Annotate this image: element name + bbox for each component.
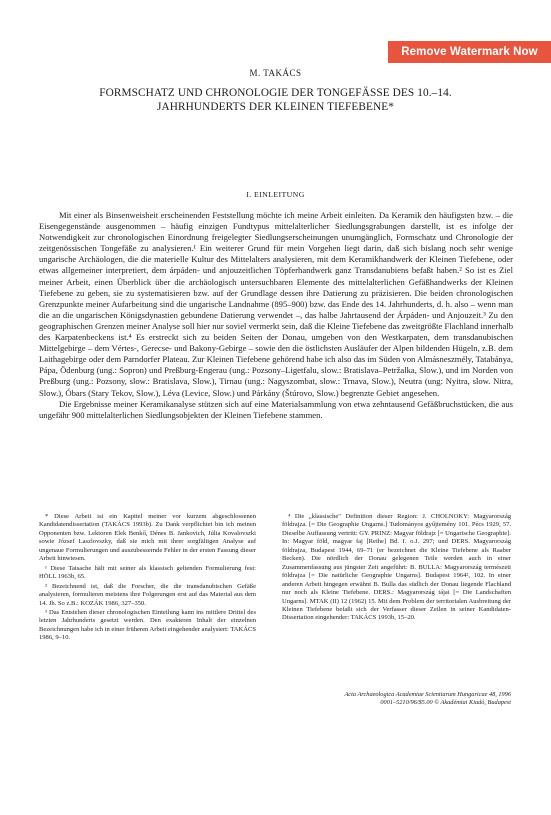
footnotes-right-column [282,513,511,624]
journal-issn-line: 0001–5210/96/$5.00 © Akadémiai Kiadó, Budapest [380,698,511,706]
remove-watermark-button[interactable]: Remove Watermark Now [388,41,551,63]
footnote: ² Bezeichnend ist, daß die Forscher, die die transdanubischen Gefäße analysieren, formulieren meistens ihre Folgerungen erst auf das Material aus dem 14. Jh. So z.B.: KOZÁK 1986, 327–350. [39,582,256,607]
footnote: ⁴ Die „klassische" Definition dieser Region: J. CHOLNOKY: Magyarország földrajza. [= Die Geographie Ungarns.] Tudományos gyűjtemény 101. Pécs 1929, 57. Dieselbe Auffassung vertritt: GY. PRINZ: Magyar földrajz [= Ungarische Geographie]. In: Magyar föld, magyar faj [Reihe] Bd. I. o.J. 297; und DERS. Magyarország földrajza, Budapest 1944, 69–71 (er bezeichnet die Kleine Tiefebene als Raaber Becken). Die nördlich der Donau gelegenen Teile werden auch in einer Zusammenfassung aus jüngster Zeit angeführt: B. BULLA: Magyarország természeti földrajza [= Die natürliche Geographie Ungarns]. Budapest 1964², 102. In einer anderen Arbeit hingegen erwähnt B. Bulla das südlich der Donau liegende Flachland nur noch als Kleine Tiefebene. DERS.: Magyarország tájai [= Die Landschaften Ungarns]. MTAK (II) 12 (1962) 15. Mit dem Problem der territorialen Ausbreitung der Kleinen Tiefebene befaßt sich der Verfasser dieser Zeilen in seiner Kandidaten-Dissertation eingehender: TAKÁCS 1993b, 15–20. [282,513,511,622]
journal-citation [251,691,511,707]
footnotes-left-column [39,513,256,644]
journal-title-line: Acta Archaeologica Academiae Scientiarum Hungaricae 48, 1996 [344,691,511,698]
article-title: FORMSCHATZ UND CHRONOLOGIE DER TONGEFÄSSE DES 10.–14. JAHRHUNDERTS DER KLEINEN TIEFEBENE* [99,87,452,113]
paragraph: Mit einer als Binsenweisheit erscheinenden Feststellung möchte ich meine Arbeit einleiten. Da Keramik den häufigsten bzw. – die Eisengegenstände ausgenommen – häufig einzigen Fundtypus mittelalterlicher Siedlungsgrabungen darstellt, ist es infolge der Notwendigkeit zur chronologischen Einordnung freigelegter Siedlungserscheinungen unumgänglich, Formschatz und Chronologie der zeitgenössischen Tongefäße zu analysieren.¹ Ein weiterer Grund für mein Vorgehen liegt darin, daß sich bislang noch sehr wenige ungarische Archäologen, die die materielle Kultur des Mittelalters analysieren, mit dem Keramikhandwerk der Kleinen Tiefebene, oder etwas allgemeiner interpretiert, dem árpáden- und anjouzeitlichen Töpferhandwerk ganz Transdanubiens befaßt haben.² So ist es Ziel meiner Arbeit, einen Überblick über die archäologisch untersuchbaren Elemente des mittelalterlichen Gefäßhandwerks der Kleinen Tiefebene zu geben, sie zu systematisieren bzw. auf der Grundlage dessen ihre Datierung zu präzisieren. Die beiden chronologischen Grenzpunkte meiner Aufarbeitung sind die ungarische Landnahme (895–900) bzw. das Ende des 14. Jahrhunderts, d. h. also – wenn man die an die ungarischen Königsdynastien gebundene Datierung verwendet –, das halbe Jahrtausend der Árpáden- und Anjouzeit.³ Zu den geographischen Grenzen meiner Analyse soll hier nur soviel vermerkt sein, daß die Kleine Tiefebene das zweitgrößte Flachland innerhalb des Karpatenbeckens ist.⁴ Es erstreckt sich zu beiden Seiten der Donau, umgeben von den Westkarpaten, dem transdanubischen Mittelgebirge – dem Vértes-, Gerecse- und Bakony-Gebirge – sowie den die östlichsten Ausläufer der Alpen bildenden Hügeln, z.B. dem Laithagebirge oder dem Parndorfer Plateau. Zur Kleinen Tiefebene gehörend habe ich also das im Süden von Almásneszmély, Tatabánya, Pápa, Ödenburg (ung.: Sopron) und Preßburg-Engerau (ung.: Pozsony–Ligetfalu, slow.: Bratislava–Petržalka, Slow.), und im Norden von Preßburg (ung.: Pozsony, slow.: Bratislava, Slow.), Tirnau (ung.: Nagyszombat, slow.: Trnava, Slow.), Neutra (ung: Nyitra, slow. Nitra, Slow.), Óbars (Stary Tekov, Slow.), Léva (Levice, Slow.) und Párkány (Štúrovo, Slow.) begrenzte Gebiet angesehen. [39,210,513,398]
footnote: ¹ Diese Tatsache hält mit seiner als klassisch geltenden Formulierung fest: HÖLL 1963b, 65. [39,564,256,581]
body-text [39,210,513,421]
footnote: * Diese Arbeit ist ein Kapitel meiner vor kurzem abgeschlossenen Kandidatendissertation (TAKÁCS 1993b). Zu Dank verpflichtet bin ich meinen Opponenten bzw. Lektoren Elek Benkő, Dénes B. Jankovich, Júlia Kovalovszki sowie József Laszlovszky, daß sie mich mit ihrer sorgfältigen Analyse auf ungenaue Formulierungen und auszubessernde Fehler in der ersten Fassung dieser Arbeit hinwiesen. [39,513,256,563]
paragraph: Die Ergebnisse meiner Keramikanalyse stützen sich auf eine Materialsammlung von etwa zehntausend Gefäßbruchstücken, die aus ungefähr 900 mittelalterlichen Siedlungsobjekten der Kleinen Tiefebene stammen. [39,398,513,420]
section-heading: I. EINLEITUNG [246,190,305,199]
footnote: ³ Das Entstehen dieser chronologischen Einteilung kann ins mittlere Drittel des letzten Jahrhunderts gesetzt werden. Den exakteren Inhalt der einzelnen Bezeichnungen habe ich in einer früheren Arbeit eingehender analysiert: TAKÁCS 1986, 9–10. [39,608,256,642]
author-name: M. TAKÁCS [249,68,302,78]
